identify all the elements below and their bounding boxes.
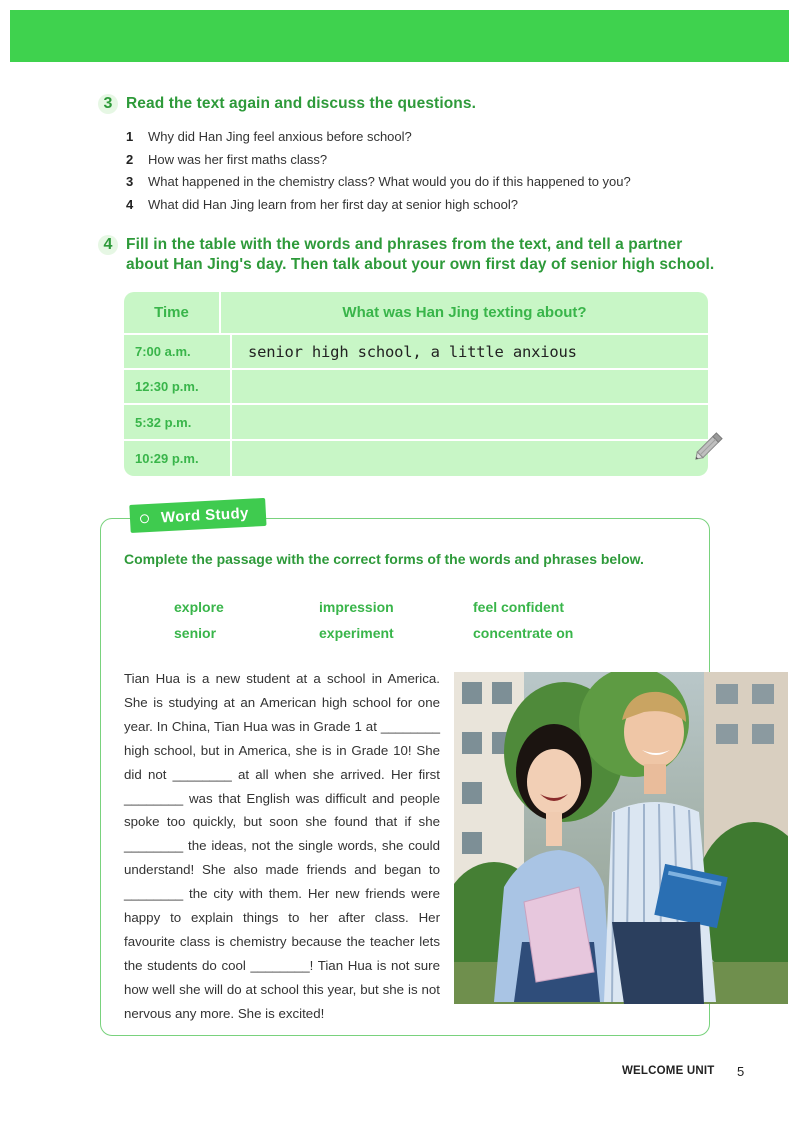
time-cell: 7:00 a.m. bbox=[135, 344, 191, 359]
unit-label: WELCOME UNIT bbox=[622, 1065, 715, 1077]
question-list bbox=[126, 126, 631, 216]
pencil-icon bbox=[690, 425, 730, 465]
section-4-number: 4 bbox=[98, 235, 118, 255]
word-bank-item: feel confident bbox=[473, 599, 565, 615]
time-cell: 10:29 p.m. bbox=[135, 451, 199, 466]
word-bank-item: explore bbox=[174, 599, 224, 615]
word-bank-item: senior bbox=[174, 625, 217, 641]
page-number: 5 bbox=[737, 1064, 745, 1079]
section-3-title: Read the text again and discuss the questions. bbox=[126, 95, 476, 112]
question-item: 1 Why did Han Jing feel anxious before school? bbox=[126, 129, 412, 144]
word-bank-item: concentrate on bbox=[473, 625, 574, 641]
section-4-title: Fill in the table with the words and phrases from the text, and tell a partner about Han Jing's day. Then talk about your own first day of senior high school. bbox=[126, 236, 715, 273]
table-row bbox=[124, 441, 708, 476]
time-cell: 5:32 p.m. bbox=[135, 414, 192, 430]
passage-text: Tian Hua is a new student at a school in America. She is studying at an American high school for one year. In China, Tian Hua was in Grade 1 at ________ high school, but in America, she is in Grade 10! She did not ________ at all when she arrived. Her first ________ was that English was difficult and people spoke too quickly, but soon she found that if she ________ the ideas, not the single words, she could understand! She also made friends and began to ________ the city with them. Her new friends were happy to explain things to her after class. Her favourite class is chemistry because the teacher lets the students do cool ________! Tian Hua is not sure how well she will do at school this year, but she is not nervous any more. She is excited! bbox=[124, 671, 440, 1021]
section-4 bbox=[98, 235, 714, 275]
word-bank-item: impression bbox=[319, 599, 394, 615]
question-item: 4 What did Han Jing learn from her first day at senior high school? bbox=[126, 196, 518, 212]
word-bank-item: experiment bbox=[319, 625, 394, 641]
table-row bbox=[124, 405, 708, 439]
students-photo bbox=[454, 672, 788, 1004]
question-item: 2 How was her first maths class? bbox=[126, 151, 328, 167]
top-green-band bbox=[10, 10, 789, 62]
question-item: 3 What happened in the chemistry class? What would you do if this happened to you? bbox=[126, 174, 631, 189]
word-study-instruction: Complete the passage with the correct forms of the words and phrases below. bbox=[124, 551, 644, 567]
word-study-title: Word Study bbox=[160, 504, 250, 526]
answer-cell[interactable]: senior high school, a little anxious bbox=[248, 342, 577, 361]
texting-column-header: What was Han Jing texting about? bbox=[342, 304, 587, 321]
time-cell: 12:30 p.m. bbox=[135, 379, 199, 394]
table-header-row bbox=[124, 292, 708, 333]
texting-table bbox=[124, 292, 708, 476]
time-column-header: Time bbox=[154, 304, 189, 321]
table-row bbox=[124, 370, 708, 403]
circle-icon bbox=[140, 514, 149, 523]
table-row bbox=[124, 335, 708, 368]
section-3 bbox=[98, 94, 631, 216]
section-3-number: 3 bbox=[98, 94, 118, 114]
